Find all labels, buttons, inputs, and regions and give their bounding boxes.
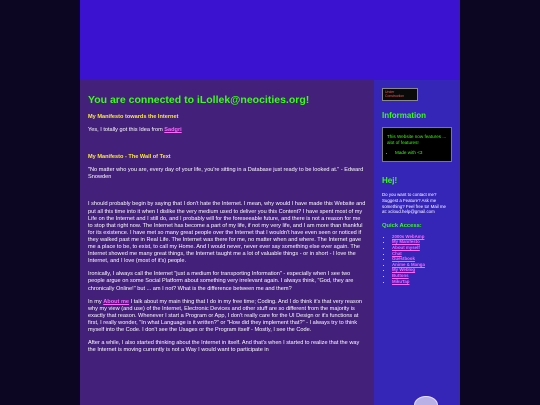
quick-link-anime-manga[interactable]: Anime & Manga: [392, 261, 425, 267]
quick-link-mikutap[interactable]: MikuTap: [392, 278, 410, 284]
quick-link-about[interactable]: About myself: [392, 244, 420, 250]
quick-link-weblog[interactable]: My Weblog: [392, 267, 416, 273]
wall-heading: My Manifesto - The Wall of Text: [88, 154, 171, 161]
header-banner: [80, 0, 460, 80]
page-container: [80, 0, 460, 405]
quick-access-heading: Quick Access:: [382, 222, 422, 229]
manifesto-paragraph-2: Ironically, I always call the Internet "just a medium for transporting Information" - especially when I see two people argue on some Social Platform about something very irrelevant again. I always think, "God, they are chronically Online!" but ... am I not? What is the difference between me and them?: [88, 271, 354, 292]
sadgri-link[interactable]: Sadgri: [164, 127, 182, 134]
information-text: This Website now features ... alot of features!: [387, 134, 447, 145]
paragraph-3-rest: I talk about my main thing that I do in my free time; Coding. And I do think it's that very reason why my view (and use) of the Internet, Electronic Devices and other stuff are so different from the majority is exactly that reason. Whenever I start a Program or App, I don't really care for the UI Design or it's functions at first, I really wonder, "In what Language is it written?" or "How did they implement that?" - I always try to think myself into the Code. I don't see the Usages or the Program itself - Mostly, I see the Code.: [88, 298, 363, 333]
under-construction-badge: [382, 88, 418, 101]
information-list: [387, 150, 447, 156]
badge-line-1: Under: [385, 90, 395, 94]
manifesto-heading: My Manifesto towards the Internet: [88, 114, 179, 120]
manifesto-paragraph-1: I should probably begin by saying that I don't hate the Internet. I mean, why would I have made this Website and put all this time into it when I dislike the very medium used to deliver you this Content? I have spent most of my Life on the Internet and I still do, and I probably will for the foreseeable future, and there is not a reason for me to stop that right now. The Internet has become a part of my life, if not my very life, and I am more than thankful for its existence. I have met so many great people over the Internet that I wouldn't have even seen or noticed if they walked past me in Real Life. The Internet was there for me, no matter when and where. The Internet gave me a place to be, to exist, to call my Home. And I would never, never ever say something else ever again. The Internet showed me many great things, the Internet taught me a lot of valuable things - or in short - I love the Internet, and I love (most of it's) people.: [88, 201, 366, 265]
information-box: [382, 127, 452, 162]
connected-heading: You are connected to iLollek@neocities.org!: [88, 94, 310, 106]
quick-link-buttons[interactable]: Buttons: [392, 272, 409, 278]
quick-link-guestbook[interactable]: Guestbook: [392, 256, 415, 262]
hej-heading: Hej!: [382, 176, 398, 186]
idea-credit-text: Yes, I totally got this Idea from: [88, 127, 165, 134]
quick-link-item: [392, 279, 452, 285]
quick-link-chat[interactable]: Chat: [392, 250, 402, 256]
idea-credit: [88, 127, 366, 134]
main-content: [80, 80, 374, 405]
quick-link-webamp[interactable]: 2000s WebAmp: [392, 233, 425, 239]
sidebar-stamp-image: [414, 396, 438, 405]
badge-line-2: Construction: [385, 94, 405, 98]
quick-link-manifesto[interactable]: My Manifesto: [392, 239, 420, 245]
information-item: • Made with <3: [395, 150, 447, 156]
about-me-link[interactable]: About me: [103, 298, 130, 305]
manifesto-paragraph-4: After a while, I also started thinking about the Internet in itself. And that's when I started to realize that the way the Internet is moving currently is not a Way I would want to participate in: [88, 340, 360, 354]
snowden-quote: "No matter who you are, every day of your life, you're sitting in a Database just ready to be looked at." - Edward Snowden: [88, 167, 364, 181]
contact-text: Do you want to contact me? Suggest a Feature? Ask me something? Feel free to! Mail me at: xcloud.help@gmail.com: [382, 192, 446, 215]
manifesto-paragraph-3: [88, 299, 366, 334]
paragraph-3-start: In my: [88, 298, 104, 305]
quick-access-list: [382, 234, 452, 284]
sidebar: [374, 80, 460, 405]
information-heading: Information: [382, 111, 426, 120]
